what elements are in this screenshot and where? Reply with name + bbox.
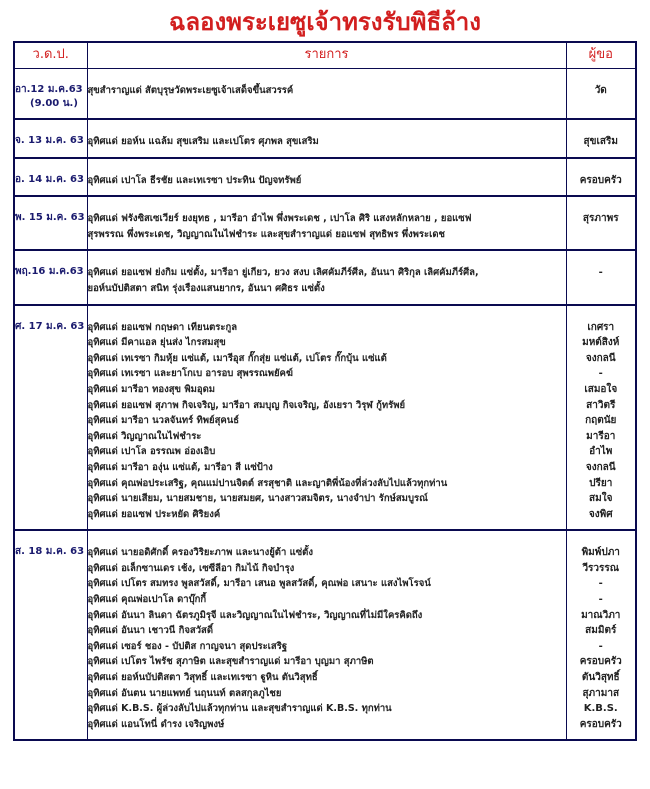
requester-name: เสมอใจ bbox=[584, 383, 618, 395]
intention-line: อุทิศแด่ ยอแซฟ สุภาพ กิจเจริญ, มารีอา สมบุญ กิจเจริญ, อังเยรา วิรุฬ กู้ทรัพย์ bbox=[87, 399, 406, 411]
intention-line: อุทิศแด่ อเล็กซานเดร เช้ง, เซซีลีอา กิมไน้ กิจบำรุง bbox=[87, 562, 295, 574]
items-cell bbox=[87, 77, 566, 119]
requester-name: มาณวิภา bbox=[581, 609, 621, 621]
table-row bbox=[14, 539, 636, 740]
table-row bbox=[14, 205, 636, 250]
requester-cell bbox=[566, 259, 636, 304]
intention-line: อุทิศแด่ เปโตร สมทรง พูลสวัสดิ์, มารีอา เสนอ พูลสวัสดิ์, คุณพ่อ เสนาะ แสงไพโรจน์ bbox=[87, 578, 431, 590]
date-label: จ. 13 ม.ค. 63 bbox=[15, 135, 84, 146]
requester-name: วัด bbox=[594, 85, 607, 96]
intention-line: อุทิศแด่ ฟรังซิสเซเวียร์ ยงยุทธ , มารีอา อำไพ พึ่งพระเดช , เปาโล ศิริ แสงหลักหลาย , ยอแซฟ bbox=[87, 213, 472, 225]
requester-name: จงกลนี bbox=[585, 461, 616, 473]
items-cell bbox=[87, 539, 566, 740]
requester-name: มารีอา bbox=[586, 430, 616, 442]
intention-line: อุทิศแด่ ยอแซฟ ประหยัด ศิริยงค์ bbox=[87, 508, 221, 520]
spacer-row bbox=[14, 158, 636, 167]
spacer-cell bbox=[87, 119, 566, 128]
requester-cell bbox=[566, 205, 636, 250]
spacer-cell bbox=[566, 530, 636, 539]
intention-line: อุทิศแด่ อันตน นายแพทย์ นฤนนท์ ตลสกุลภูไชย bbox=[87, 687, 282, 699]
intention-line: อุทิศแด่ K.B.S. ผู้ล่วงลับไปแล้วทุกท่าน และสุขสำราญแด่ K.B.S. ทุกท่าน bbox=[87, 703, 392, 715]
requester-name: สมมิตร์ bbox=[585, 625, 617, 637]
requester-cell bbox=[566, 539, 636, 740]
requester-name: กฤตนัย bbox=[585, 415, 617, 427]
spacer-row bbox=[14, 530, 636, 539]
intention-line: สุขสำราญแด่ สัตบุรุษวัดพระเยซูเจ้าเสด็จขึ้นสวรรค์ bbox=[87, 85, 294, 96]
spacer-row bbox=[14, 250, 636, 259]
requester-name: มหต์สิงห์ bbox=[582, 337, 620, 349]
intention-line: อุทิศแด่ อันนา เชาวนี กิจสวัสดิ์ bbox=[87, 625, 214, 637]
spacer-cell bbox=[87, 305, 566, 314]
date-cell bbox=[14, 259, 87, 304]
requester-cell bbox=[566, 167, 636, 197]
table-row bbox=[14, 167, 636, 197]
requester-name: สมใจ bbox=[589, 493, 613, 505]
date-label: พฤ.16 ม.ค.63 bbox=[15, 266, 84, 278]
intention-line: อุทิศแด่ นายอดิศักดิ์ ครองวิริยะภาพ และนางยู้ต้า แซ่ตั้ง bbox=[87, 547, 313, 559]
spacer-cell bbox=[566, 305, 636, 314]
spacer-cell bbox=[14, 250, 87, 259]
header-items: รายการ bbox=[87, 42, 566, 69]
intention-line: อุทิศแด่ มารีอา นวลจันทร์ ทิพย์สุคนธ์ bbox=[87, 415, 240, 427]
date-label: อา.12 ม.ค.63 bbox=[15, 84, 83, 95]
intention-line: อุทิศแด่ แอนโทนี่ ดำรง เจริญพงษ์ bbox=[87, 718, 225, 730]
requester-name: - bbox=[598, 578, 603, 590]
spacer-cell bbox=[566, 69, 636, 78]
requester-name: - bbox=[598, 640, 603, 652]
intention-line: อุทิศแด่ เปาโล ธีรชัย และเทเรซา ประทิน ปัญจทรัพย์ bbox=[87, 174, 302, 186]
spacer-cell bbox=[14, 69, 87, 78]
requester-name: ครอบครัว bbox=[579, 718, 622, 730]
requester-name: เกศรา bbox=[587, 321, 615, 333]
requester-cell bbox=[566, 77, 636, 119]
spacer-row bbox=[14, 119, 636, 128]
intention-line: อุทิศแด่ ยอห์นบัปติสตา วิสุทธิ์ และเทเรซา ฐูหิน ตันวิสุทธิ์ bbox=[87, 672, 318, 684]
spacer-cell bbox=[566, 158, 636, 167]
intention-line: อุทิศแด่ เทเรซา กิมหุ้ย แซ่แต้, เมารีอุส กั๊กสุ่ย แซ่แต้, เปโตร กั๊กบุ้น แซ่แต้ bbox=[87, 352, 387, 364]
requester-name: K.B.S. bbox=[583, 703, 618, 715]
table-row bbox=[14, 314, 636, 531]
header-date: ว.ด.ป. bbox=[14, 42, 87, 69]
spacer-row bbox=[14, 305, 636, 314]
requester-name: - bbox=[598, 267, 603, 279]
intention-line: สุรพรรณ พึ่งพระเดช, วิญญาณในไฟชำระ และสุขสำราญแด่ ยอแซฟ สุทธิพร พึ่งพระเดช bbox=[87, 228, 445, 240]
intention-line: อุทิศแด่ ยอห์น แฉล้ม สุขเสริม และเปโตร ศุภพล สุขเสริม bbox=[87, 136, 319, 147]
intention-line: อุทิศแด่ คุณพ่อประเสริฐ, คุณแม่ปานจิตต์ สรสุชาติ และญาติพี่น้องที่ล่วงลับไปแล้วทุกท่าน bbox=[87, 477, 448, 489]
requester-cell bbox=[566, 128, 636, 158]
intention-line: อุทิศแด่ มารีอา องุ่น แซ่แต้, มารีอา สี แซ่ป้าง bbox=[87, 461, 273, 473]
items-cell bbox=[87, 259, 566, 304]
spacer-cell bbox=[14, 305, 87, 314]
table-row bbox=[14, 77, 636, 119]
date-cell bbox=[14, 77, 87, 119]
items-cell bbox=[87, 205, 566, 250]
intention-line: อุทิศแด่ มารีอา ทองสุข พิมอุดม bbox=[87, 383, 216, 395]
intention-line: อุทิศแด่ เทเรซา และยาโกเบ อารอบ สุพรรณพยัคฆ์ bbox=[87, 368, 293, 380]
requester-name: ครอบครัว bbox=[579, 174, 622, 186]
requester-name: ปรียา bbox=[589, 477, 613, 489]
spacer-cell bbox=[87, 158, 566, 167]
date-cell bbox=[14, 205, 87, 250]
requester-name: สุรภาพร bbox=[582, 213, 619, 225]
spacer-cell bbox=[14, 158, 87, 167]
table-row bbox=[14, 259, 636, 304]
requester-name: ครอบครัว bbox=[579, 656, 622, 668]
date-label: ศ. 17 ม.ค. 63 bbox=[15, 320, 85, 332]
intention-line: อุทิศแด่ เซอร์ ชอง - บัปติส กาญจนา สุดประเสริฐ bbox=[87, 640, 288, 652]
spacer-cell bbox=[87, 530, 566, 539]
spacer-cell bbox=[566, 196, 636, 205]
date-label: พ. 15 ม.ค. 63 bbox=[15, 212, 85, 224]
items-cell bbox=[87, 128, 566, 158]
mass-schedule-table bbox=[13, 41, 637, 741]
requester-name: สุขเสริม bbox=[583, 136, 618, 147]
requester-name: ตันวิสุทธิ์ bbox=[581, 672, 620, 684]
items-cell bbox=[87, 167, 566, 197]
requester-name: อำไพ bbox=[589, 446, 613, 458]
requester-name: สุภามาส bbox=[582, 687, 620, 699]
date-cell bbox=[14, 167, 87, 197]
table-header-row bbox=[14, 42, 636, 69]
requester-cell bbox=[566, 314, 636, 531]
spacer-cell bbox=[87, 196, 566, 205]
spacer-cell bbox=[14, 119, 87, 128]
intention-line: อุทิศแด่ อันนา ลินดา ฉัตรภูมิรุจี และวิญญาณในไฟชำระ, วิญญาณที่ไม่มีใครคิดถึง bbox=[87, 609, 423, 621]
requester-name: - bbox=[598, 368, 603, 380]
date-cell bbox=[14, 539, 87, 740]
date-time: (9.00 น.) bbox=[30, 98, 78, 109]
date-cell bbox=[14, 314, 87, 531]
date-cell bbox=[14, 128, 87, 158]
requester-name: สาวิตรี bbox=[586, 399, 616, 411]
spacer-cell bbox=[14, 196, 87, 205]
intention-line: ยอห์นบัปติสตา สนิท รุ่งเรืองแสนยากร, อันนา ศศิธร แซ่ตั้ง bbox=[87, 282, 325, 294]
spacer-cell bbox=[566, 250, 636, 259]
table-body bbox=[14, 69, 636, 741]
items-cell bbox=[87, 314, 566, 531]
spacer-row bbox=[14, 69, 636, 78]
requester-name: - bbox=[598, 594, 603, 606]
spacer-cell bbox=[14, 530, 87, 539]
intention-line: อุทิศแด่ เปาโล อรรณพ อ่องเอิบ bbox=[87, 446, 216, 458]
date-label: อ. 14 ม.ค. 63 bbox=[15, 173, 84, 185]
date-label: ส. 18 ม.ค. 63 bbox=[15, 546, 85, 558]
intention-line: อุทิศแด่ คุณพ่อเปาโล ดาบุ๊กกี้ bbox=[87, 594, 207, 606]
intention-line: อุทิศแด่ มีคาแอล ยุ่นส่ง ไกรสมสุข bbox=[87, 337, 226, 349]
requester-name: พิมพ์ปภา bbox=[581, 547, 620, 559]
page-title: ฉลองพระเยซูเจ้าทรงรับพิธีล้าง bbox=[168, 8, 481, 36]
header-requester: ผู้ขอ bbox=[566, 42, 636, 69]
table-row bbox=[14, 128, 636, 158]
spacer-cell bbox=[566, 119, 636, 128]
spacer-cell bbox=[87, 69, 566, 78]
intention-line: อุทิศแด่ ยอแซฟ กฤษดา เทียนตระกูล bbox=[87, 321, 238, 333]
intention-line: อุทิศแด่ ยอแซฟ ย่งกิม แซ่ตั้ง, มารีอา ยู่เกียว, ยวง สงบ เลิศคัมภีร์ศีล, อันนา ศิริกุล เลิศคัมภีร์ศีล, bbox=[87, 267, 479, 279]
requester-name: วีรวรรณ bbox=[582, 562, 620, 574]
spacer-row bbox=[14, 196, 636, 205]
requester-name: จงกลนี bbox=[585, 352, 616, 364]
intention-line: อุทิศแด่ เปโตร ไพรัช สุภาษิต และสุขสำราญแด่ มารีอา บุญมา สุภาษิต bbox=[87, 656, 374, 668]
intention-line: อุทิศแด่ วิญญาณในไฟชำระ bbox=[87, 430, 202, 442]
intention-line: อุทิศแด่ นายเสียม, นายสมชาย, นายสมยศ, นางสาวสมจิตร, นางจำปา รักษ์สมบูรณ์ bbox=[87, 493, 428, 505]
requester-name: จงพิศ bbox=[588, 508, 613, 520]
spacer-cell bbox=[87, 250, 566, 259]
